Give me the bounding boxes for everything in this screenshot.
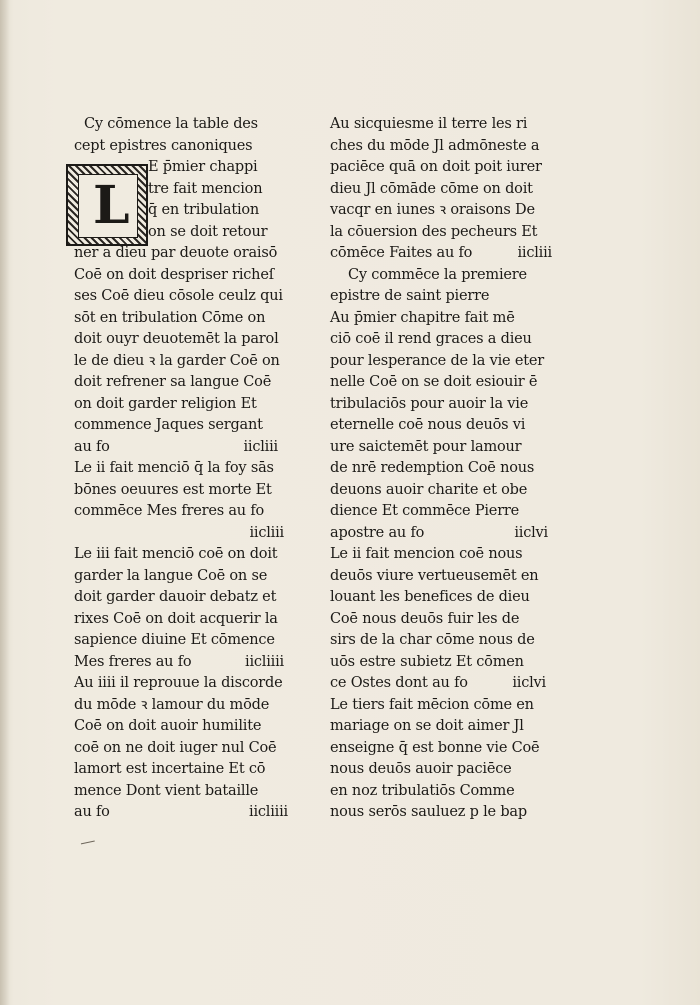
- body-line: ses Coē dieu cōsole ceulz qui: [74, 288, 283, 304]
- entry-line: commēce Mes freres au fo: [74, 503, 265, 519]
- folio-number: iicliii: [517, 245, 552, 261]
- pen-mark: [79, 833, 95, 845]
- folio-label: au fo: [74, 438, 110, 455]
- body-line: cōmēce Faites au fo: [330, 245, 473, 261]
- body-line: le de dieu ꝛ la garder Coē on: [74, 352, 280, 369]
- folio-number: iicliii: [243, 438, 278, 455]
- left-column: [74, 114, 292, 824]
- initial-text-line: E p̄mier chappi: [148, 159, 258, 175]
- body-line: deuōs viure vertueusemēt en: [330, 567, 539, 584]
- initial-text-line: q̄ en tribulation: [148, 202, 260, 218]
- body-line: ure saictemēt pour lamour: [330, 438, 522, 455]
- folio-number: iiclvi: [514, 524, 548, 541]
- body-line: pour lesperance de la vie eter: [330, 352, 544, 369]
- folio-number: iicliiii: [245, 653, 284, 670]
- body-line: dieu Jl cōmāde cōme on doit: [330, 180, 533, 197]
- entry-line: sapience diuine Et cōmence: [74, 632, 275, 648]
- entry-line: du mōde ꝛ lamour du mōde: [74, 696, 270, 713]
- entry-folio-line: [330, 673, 556, 695]
- body-line: Coē on doit despriser richeſ: [74, 266, 274, 283]
- body-line: nous serōs sauluez p le bap: [330, 804, 527, 820]
- body-line: Au p̄mier chapitre fait mē: [330, 309, 515, 326]
- body-line: Au sicquiesme il terre les ri: [330, 116, 528, 132]
- body-line: doit refrener sa langue Coē: [74, 374, 272, 390]
- folio-label: au fo: [74, 804, 110, 820]
- initial-text-line: tre fait mencion: [148, 180, 263, 197]
- section-heading: Cy commēce la premiere: [348, 266, 527, 283]
- body-line: deuons auoir charite et obe: [330, 481, 528, 498]
- entry-folio-line: [74, 437, 292, 459]
- folio-number: iiclvi: [512, 675, 546, 691]
- body-line: doit ouyr deuotemēt la parol: [74, 331, 279, 347]
- entry-folio-line: [74, 652, 292, 674]
- body-line: uōs estre subietz Et cōmen: [330, 653, 524, 670]
- body-line: en noz tribulatiōs Comme: [330, 782, 515, 799]
- gutter-shadow: [0, 0, 10, 1005]
- body-line: la cōuersion des pecheurs Et: [330, 223, 538, 240]
- body-line: Le ii fait mencion coē nous: [330, 546, 523, 562]
- entry-folio-line: [80, 523, 292, 545]
- body-line: ciō coē il rend graces a dieu: [330, 331, 532, 347]
- body-line: commence Jaques sergant: [74, 417, 263, 433]
- body-line: Le tiers fait mēcion cōme en: [330, 696, 534, 713]
- section-heading: epistre de saint pierre: [330, 288, 490, 304]
- entry-line: rixes Coē on doit acquerir la: [74, 610, 278, 627]
- body-line: de nrē redemption Coē nous: [330, 460, 535, 476]
- entry-line: doit garder dauoir debatz et: [74, 589, 277, 605]
- body-line: ches du mōde Jl admōneste a: [330, 137, 540, 154]
- body-line: paciēce quā on doit poit iurer: [330, 159, 542, 175]
- body-line: ce Ostes dont au fo: [330, 675, 468, 691]
- heading-line: cept epistres canoniques: [74, 137, 253, 154]
- right-column: [330, 114, 556, 824]
- entry-line: bōnes oeuures est morte Et: [74, 481, 272, 498]
- body-line: sōt en tribulation Cōme on: [74, 309, 266, 326]
- entry-line: Le ii fait menciō q̄ la foy sās: [74, 460, 274, 476]
- body-line: nelle Coē on se doit esiouir ē: [330, 374, 538, 390]
- entry-folio-line: [330, 523, 556, 545]
- entry-folio-line: [74, 802, 292, 824]
- entry-line: Mes freres au fo: [74, 653, 192, 670]
- body-line: Coē nous deuōs fuir les de: [330, 610, 520, 627]
- body-line: on doit garder religion Et: [74, 395, 257, 412]
- body-line: louant les benefices de dieu: [330, 589, 530, 605]
- initial-letter: L: [93, 175, 130, 236]
- entry-line: garder la langue Coē on se: [74, 567, 268, 584]
- entry-folio-line: [330, 243, 556, 265]
- body-line: mariage on se doit aimer Jl: [330, 718, 524, 734]
- body-line: tribulaciōs pour auoir la vie: [330, 395, 529, 412]
- body-line: dience Et commēce Pierre: [330, 503, 520, 519]
- initial-text-line: on se doit retour: [148, 223, 268, 240]
- folio-number: iicliiii: [249, 804, 288, 820]
- folio-number: iicliii: [249, 524, 284, 541]
- entry-line: Au iiii il reprouue la discorde: [74, 675, 283, 691]
- entry-line: Coē on doit auoir humilite: [74, 718, 262, 734]
- body-line: vacqr en iunes ꝛ oraisons De: [330, 202, 535, 218]
- body-line: nous deuōs auoir paciēce: [330, 761, 512, 777]
- body-line: enseigne q̄ est bonne vie Coē: [330, 739, 540, 756]
- entry-line: coē on ne doit iuger nul Coē: [74, 739, 277, 756]
- heading-line: Cy cōmence la table des: [84, 116, 258, 132]
- entry-line: lamort est incertaine Et cō: [74, 761, 266, 777]
- body-line: eternelle coē nous deuōs vi: [330, 417, 526, 433]
- body-line: ner a dieu par deuote oraisō: [74, 245, 278, 261]
- entry-line: mence Dont vient bataille: [74, 782, 259, 799]
- body-line: sirs de la char cōme nous de: [330, 632, 535, 648]
- entry-line: Le iii fait menciō coē on doit: [74, 546, 278, 562]
- body-line: apostre au fo: [330, 524, 425, 541]
